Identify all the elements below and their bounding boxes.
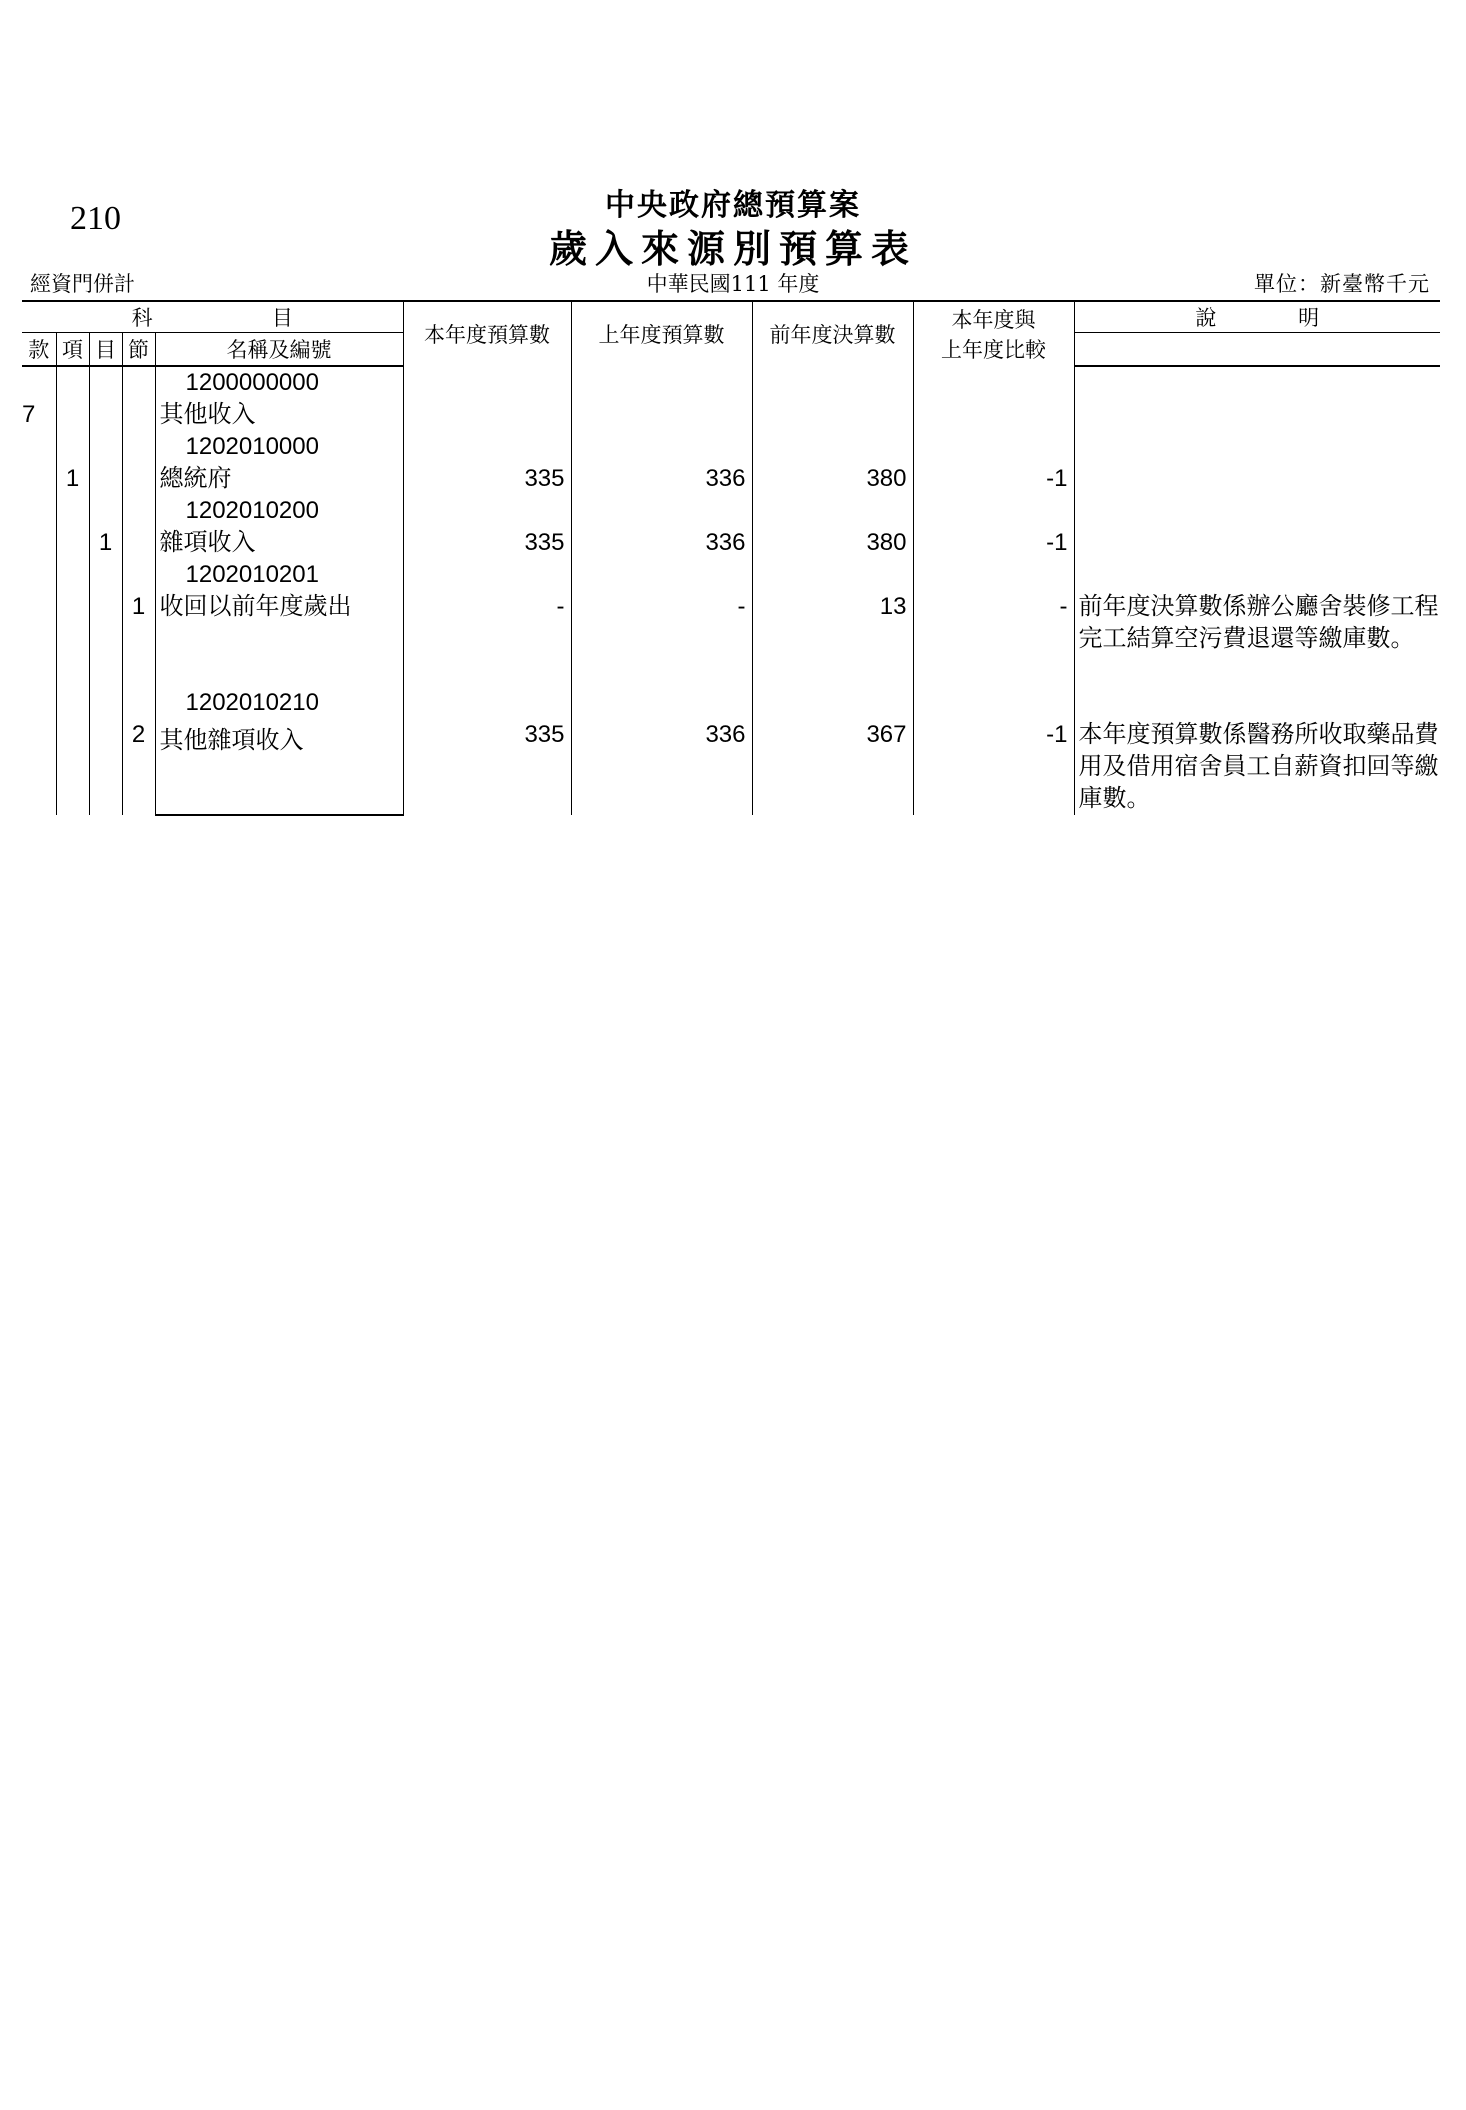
prior-final-header: 前年度決算數 xyxy=(752,301,913,366)
explanation-cell xyxy=(1074,366,1440,431)
code-cell: 1202010201 xyxy=(155,559,403,591)
jie-cell: 1 xyxy=(122,559,155,687)
current-budget-cell: - xyxy=(403,559,571,687)
subject-header-ke: 科 xyxy=(131,306,153,330)
current-budget-header: 本年度預算數 xyxy=(403,301,571,366)
department-label: 經資門併計 xyxy=(30,272,135,296)
current-budget-cell: 335 xyxy=(403,495,571,559)
xiang-header: 項 xyxy=(56,333,89,367)
table-row xyxy=(22,687,1440,725)
jie-cell xyxy=(122,366,155,431)
previous-budget-cell: 336 xyxy=(571,431,752,495)
prior-final-cell xyxy=(752,366,913,431)
current-budget-cell xyxy=(403,366,571,431)
name-header: 名稱及編號 xyxy=(155,333,403,367)
name-cell: 其他收入 xyxy=(155,399,403,431)
prior-final-cell: 13 xyxy=(752,559,913,687)
comparison-cell: -1 xyxy=(913,687,1074,815)
explanation-cell xyxy=(1074,431,1440,495)
comparison-cell: -1 xyxy=(913,431,1074,495)
budget-table xyxy=(22,300,1440,816)
comparison-header-line2: 上年度比較 xyxy=(941,338,1046,362)
explanation-cell: 本年度預算數係醫務所收取藥品費用及借用宿舍員工自薪資扣回等繳庫數。 xyxy=(1074,687,1440,815)
kuan-cell xyxy=(22,495,56,559)
report-title: 中央政府總預算案 xyxy=(605,188,861,223)
comparison-header-line1: 本年度與 xyxy=(951,308,1036,332)
code-cell: 1202010200 xyxy=(155,495,403,527)
prior-final-cell: 367 xyxy=(752,687,913,815)
table-row xyxy=(22,495,1440,527)
mu-cell xyxy=(89,431,122,495)
kuan-header: 款 xyxy=(22,333,56,367)
subject-header-mu: 目 xyxy=(271,306,293,330)
xiang-cell xyxy=(56,366,89,431)
comparison-cell: - xyxy=(913,559,1074,687)
jie-cell: 2 xyxy=(122,687,155,815)
current-budget-cell: 335 xyxy=(403,431,571,495)
previous-budget-cell xyxy=(571,366,752,431)
kuan-cell xyxy=(22,431,56,495)
mu-cell xyxy=(89,687,122,815)
code-cell: 1200000000 xyxy=(155,366,403,399)
xiang-cell: 1 xyxy=(56,431,89,495)
code-cell: 1202010000 xyxy=(155,431,403,463)
current-budget-cell: 335 xyxy=(403,687,571,815)
kuan-cell: 7 xyxy=(22,366,56,431)
xiang-cell xyxy=(56,687,89,815)
kuan-cell xyxy=(22,559,56,687)
prior-final-cell: 380 xyxy=(752,495,913,559)
table-row xyxy=(22,559,1440,591)
previous-budget-cell: - xyxy=(571,559,752,687)
previous-budget-cell: 336 xyxy=(571,687,752,815)
subject-header xyxy=(22,301,403,333)
comparison-cell: -1 xyxy=(913,495,1074,559)
name-cell: 其他雜項收入 xyxy=(155,725,403,763)
table-row xyxy=(22,366,1440,399)
xiang-cell xyxy=(56,559,89,687)
name-cell: 總統府 xyxy=(155,463,403,495)
page-number: 210 xyxy=(70,200,121,237)
comparison-header xyxy=(913,301,1074,366)
unit-label: 單位：新臺幣千元 xyxy=(1254,272,1430,296)
previous-budget-cell: 336 xyxy=(571,495,752,559)
explanation-header-shuo: 說 xyxy=(1195,306,1217,330)
mu-cell xyxy=(89,366,122,431)
explanation-header xyxy=(1074,301,1440,333)
explanation-header-ming: 明 xyxy=(1298,306,1320,330)
comparison-cell xyxy=(913,366,1074,431)
mu-header: 目 xyxy=(89,333,122,367)
jie-cell xyxy=(122,495,155,559)
report-subtitle: 歲入來源別預算表 xyxy=(548,226,917,271)
xiang-cell xyxy=(56,495,89,559)
jie-cell xyxy=(122,431,155,495)
mu-cell xyxy=(89,559,122,687)
prior-final-cell: 380 xyxy=(752,431,913,495)
mu-cell: 1 xyxy=(89,495,122,559)
explanation-header-blank xyxy=(1074,333,1440,367)
explanation-cell xyxy=(1074,495,1440,559)
previous-budget-header: 上年度預算數 xyxy=(571,301,752,366)
jie-header: 節 xyxy=(122,333,155,367)
name-cell: 收回以前年度歲出 xyxy=(155,591,403,623)
table-row xyxy=(22,431,1440,463)
kuan-cell xyxy=(22,687,56,815)
explanation-cell: 前年度決算數係辦公廳舍裝修工程完工結算空污費退還等繳庫數。 xyxy=(1074,559,1440,687)
fiscal-year: 中華民國111 年度 xyxy=(646,272,820,296)
name-cell: 雜項收入 xyxy=(155,527,403,559)
code-cell: 1202010210 xyxy=(155,687,403,725)
